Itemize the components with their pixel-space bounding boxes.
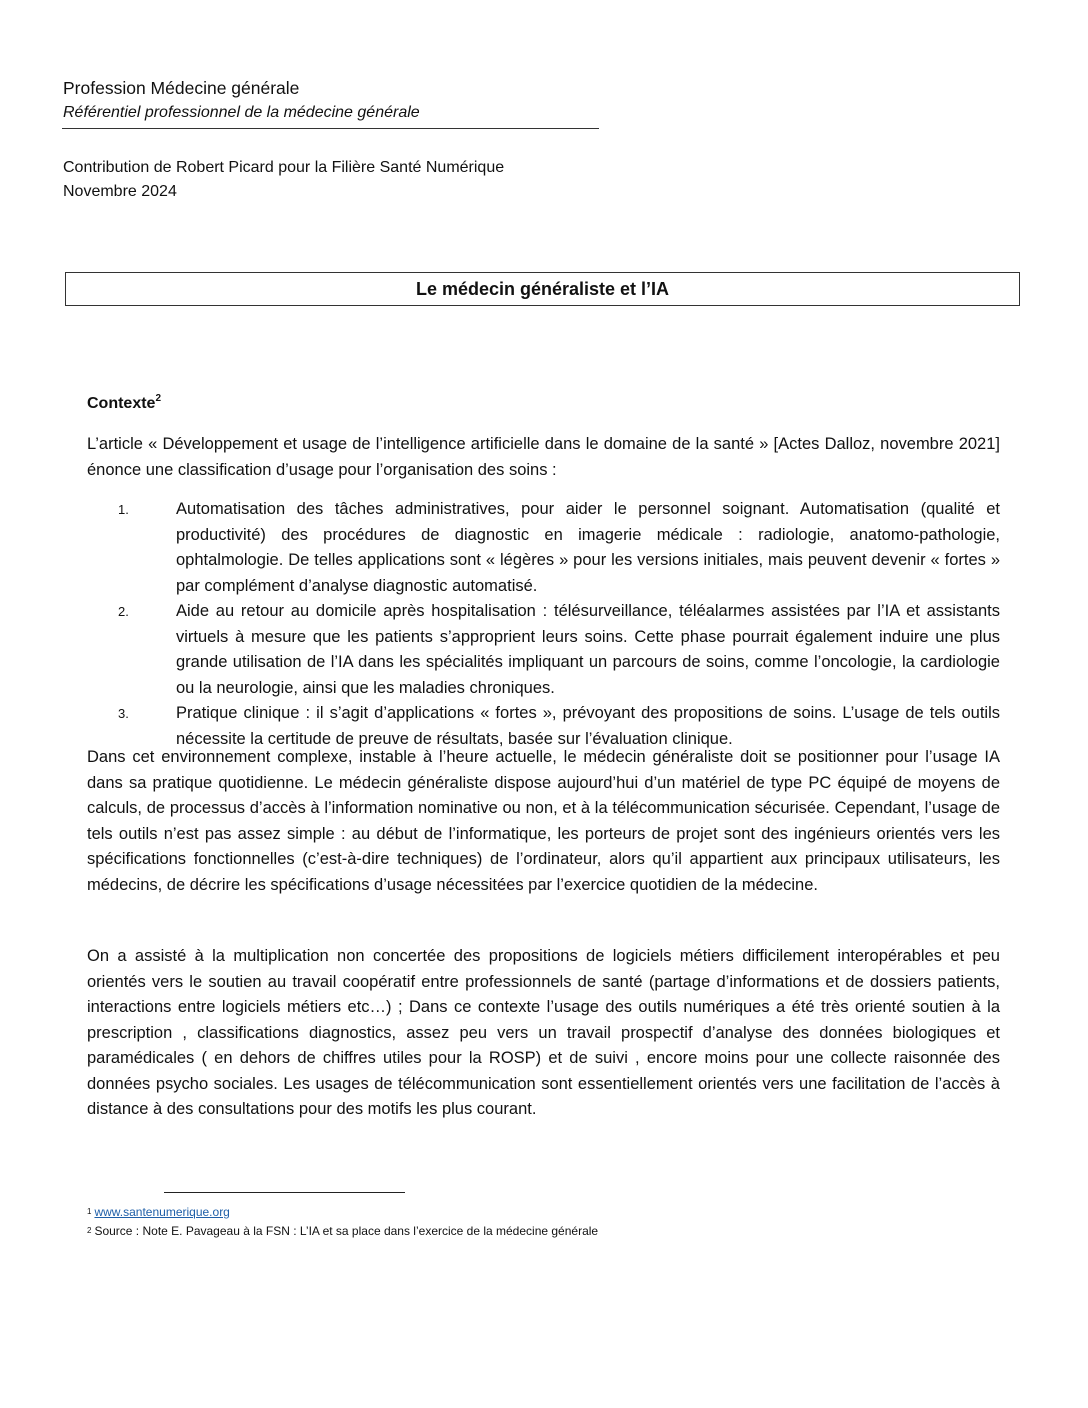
- footnotes: [87, 1203, 598, 1241]
- footnote-number: 1: [87, 1207, 92, 1216]
- document-title-box: [65, 272, 1020, 306]
- list-item-text: Pratique clinique : il s’agit d’applications « fortes », prévoyant des propositions de soins. L’usage de tels outils nécessite la certitude de preuve de résultats, basée sur l’évaluation clinique.: [176, 704, 1000, 748]
- footnote-text: Source : Note E. Pavageau à la FSN : L’IA et sa place dans l’exercice de la médecine générale: [94, 1224, 599, 1238]
- body-paragraph: Dans cet environnement complexe, instable à l’heure actuelle, le médecin généraliste doit se positionner pour l’usage IA dans sa pratique quotidienne. Le médecin généraliste dispose aujourd’hui d’un matériel de type PC équipé de moyens de calculs, de processus d’accès à l’information nominative ou non, et à la télécommunication sécurisée. Cependant, l’usage de tels outils n’est pas assez simple : au début de l’informatique, les porteurs de projet sont des ingénieurs orientés vers les spécifications fonctionnelles (c’est-à-dire techniques) de l’ordinateur, alors qu’il appartient aux principaux utilisateurs, les médecins, de décrire les spécifications d’usage nécessitées par l’exercice quotidien de la médecine.: [87, 748, 1000, 894]
- list-item: [87, 599, 1000, 701]
- header-subtitle: Référentiel professionnel de la médecine générale: [63, 104, 420, 121]
- intro-paragraph: L’article « Développement et usage de l’intelligence artificielle dans le domaine de la santé » [Actes Dalloz, novembre 2021] énonce une classification d’usage pour l’organisation des soins :: [87, 435, 1000, 479]
- list-item-text: Aide au retour au domicile après hospitalisation : télésurveillance, téléalarmes assistées par l’IA et assistants virtuels à mesure que les patients s’approprient leurs soins. Cette phase pourrait également induire une plus grande utilisation de l’IA dans les spécialités impliquant un parcours de soins, comme l’oncologie, la cardiologie ou la neurologie, ainsi que les maladies chroniques.: [176, 602, 1000, 697]
- footnote-separator: [164, 1192, 405, 1193]
- footnote-link[interactable]: www.santenumerique.org: [94, 1205, 230, 1219]
- body-paragraph: On a assisté à la multiplication non concertée des propositions de logiciels métiers difficilement interopérables et peu orientés vers le soutien au travail coopératif entre professionnels de santé (partage d’informations et de dossiers patients, interactions entre logiciels métiers etc…) ; Dans ce contexte l’usage des outils numériques a été très orienté soutien à la prescription , classifications diagnostics, assez peu vers un travail prospectif d’analyse des données biologiques et paramédicales ( en dehors de chiffres utiles pour la ROSP) et de suivi , encore moins pour une collecte raisonnée des données psycho sociales. Les usages de télécommunication sont essentiellement orientés vers une facilitation de l’accès à distance à des consultations pour des motifs les plus courant.: [87, 947, 1000, 1118]
- classification-list: [87, 497, 1000, 752]
- header-title: Profession Médecine générale: [63, 78, 300, 98]
- section-heading-text: Contexte: [87, 395, 156, 412]
- footnote-number: 2: [87, 1226, 92, 1235]
- section-heading: [87, 395, 161, 413]
- list-item-text: Automatisation des tâches administratives, pour aider le personnel soignant. Automatisation (qualité et productivité) des procédures de diagnostic en imagerie médicale : radiologie, anatomo-pathologie, ophtalmologie. De telles applications sont « légères » pour les versions initiales, mais peuvent devenir « fortes » par complément d’analyse diagnostic automatisé.: [176, 500, 1000, 595]
- list-number: 1.: [118, 502, 129, 517]
- list-number: 2.: [118, 604, 129, 619]
- document-title: Le médecin généraliste et l’IA: [415, 278, 670, 299]
- footnote-1: [87, 1203, 598, 1222]
- contribution-block: [63, 156, 504, 204]
- list-number: 3.: [118, 706, 129, 721]
- footnote-ref[interactable]: 2: [155, 393, 162, 404]
- contribution-line: Contribution de Robert Picard pour la Filière Santé Numérique: [63, 159, 505, 176]
- list-item: [87, 497, 1000, 599]
- document-date: Novembre 2024: [63, 183, 177, 200]
- footnote-2: [87, 1222, 598, 1241]
- header-divider: [62, 128, 599, 129]
